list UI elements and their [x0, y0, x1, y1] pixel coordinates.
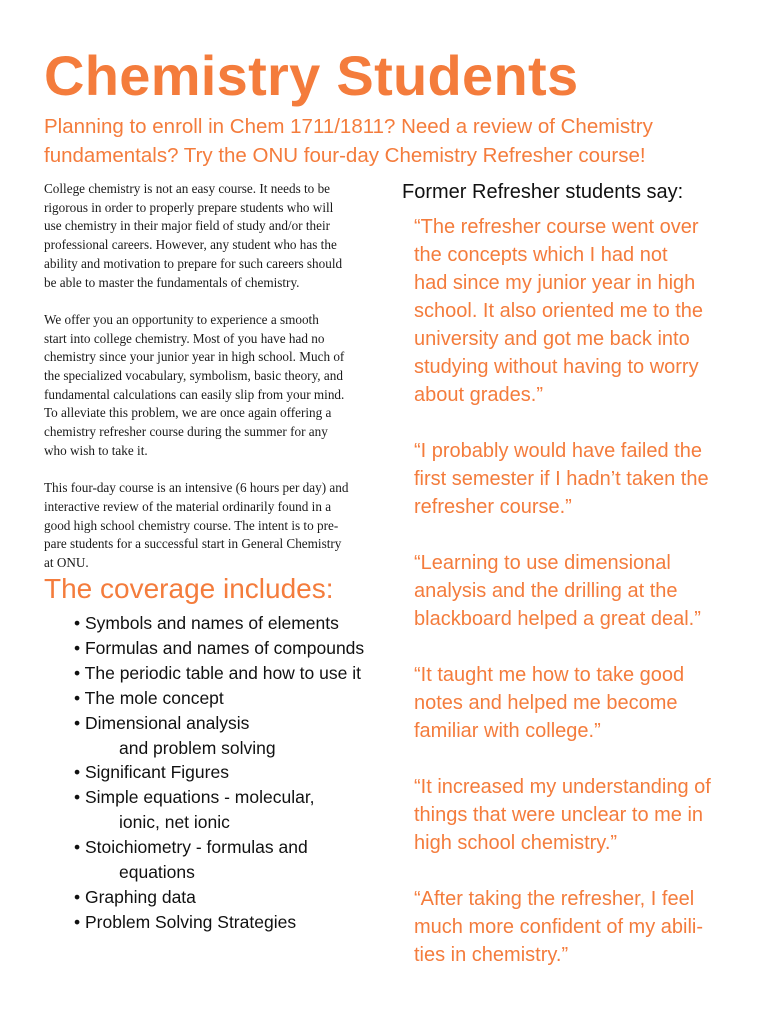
coverage-item-line: • The mole concept: [74, 687, 224, 708]
subtitle-line: fundamentals? Try the ONU four-day Chemistry Refresher course!: [44, 144, 646, 167]
testimonial-quote: [414, 437, 734, 521]
intro-line: ability and motivation to prepare for such careers should: [44, 255, 343, 271]
quote-line: “The refresher course went over: [414, 216, 699, 238]
coverage-item: [74, 835, 394, 885]
coverage-item: [74, 910, 394, 935]
intro-line: the specialized vocabulary, symbolism, basic theory, and: [44, 368, 343, 384]
intro-line: start into college chemistry. Most of you have had no: [44, 330, 325, 346]
quote-line: about grades.”: [414, 384, 543, 406]
quote-line: “After taking the refresher, I feel: [414, 888, 695, 910]
intro-line: at ONU.: [44, 555, 89, 571]
coverage-item-line: • Symbols and names of elements: [74, 613, 339, 633]
testimonial-quote: [414, 661, 734, 745]
coverage-item-line: • The periodic table and how to use it: [74, 662, 361, 683]
coverage-item-line: • Graphing data: [74, 886, 196, 907]
coverage-item-line: and problem solving: [119, 737, 276, 758]
coverage-heading: The coverage includes:: [44, 573, 334, 604]
intro-line: interactive review of the material ordinarily found in a: [44, 498, 332, 514]
quote-line: things that were unclear to me in: [414, 804, 704, 826]
quote-line: ties in chemistry.”: [414, 944, 569, 966]
coverage-item-line: • Stoichiometry - formulas and: [74, 837, 308, 858]
coverage-item: [74, 785, 394, 835]
intro-line: fundamental calculations can easily slip from your mind.: [44, 386, 345, 402]
quote-line: analysis and the drilling at the: [414, 580, 678, 602]
quote-line: studying without having to worry: [414, 356, 699, 378]
quote-line: “It taught me how to take good: [414, 664, 685, 686]
intro-line: This four-day course is an intensive (6 hours per day) and: [44, 480, 349, 496]
page-title: Chemistry Students: [44, 44, 579, 107]
quote-line: much more confident of my abili-: [414, 916, 704, 938]
intro-line: rigorous in order to properly prepare students who will: [44, 199, 334, 215]
quote-line: high school chemistry.”: [414, 832, 618, 854]
coverage-item-line: • Significant Figures: [74, 762, 229, 783]
quote-line: “Learning to use dimensional: [414, 552, 671, 574]
coverage-item-line: equations: [119, 862, 195, 883]
quote-line: first semester if I hadn’t taken the: [414, 468, 709, 490]
coverage-item: [74, 686, 394, 711]
coverage-item-line: ionic, net ionic: [119, 812, 230, 833]
subtitle: [44, 112, 734, 170]
intro-line: To alleviate this problem, we are once again offering a: [44, 405, 332, 421]
coverage-item-line: • Dimensional analysis: [74, 712, 250, 733]
coverage-item: [74, 760, 394, 785]
subtitle-line: Planning to enroll in Chem 1711/1811? Need a review of Chemistry: [44, 115, 653, 138]
intro-paragraph: [44, 311, 386, 461]
quote-line: notes and helped me become: [414, 692, 678, 714]
quote-line: the concepts which I had not: [414, 244, 668, 266]
coverage-item: [74, 885, 394, 910]
intro-line: who wish to take it.: [44, 442, 148, 458]
coverage-item: [74, 611, 394, 636]
quote-line: “I probably would have failed the: [414, 440, 702, 462]
testimonial-quote: [414, 213, 734, 409]
quote-line: “It increased my understanding of: [414, 776, 711, 798]
quote-line: refresher course.”: [414, 496, 572, 518]
intro-paragraph: [44, 479, 386, 573]
intro-text: [44, 180, 386, 591]
intro-line: chemistry since your junior year in high school. Much of: [44, 349, 345, 365]
intro-line: pare students for a successful start in General Chemistry: [44, 536, 342, 552]
coverage-item-line: • Problem Solving Strategies: [74, 911, 297, 932]
quote-line: blackboard helped a great deal.”: [414, 608, 701, 630]
intro-line: chemistry refresher course during the summer for any: [44, 424, 328, 440]
coverage-item: [74, 636, 394, 661]
coverage-list: [74, 611, 394, 935]
quote-line: had since my junior year in high: [414, 272, 696, 294]
intro-line: use chemistry in their major field of study and/or their: [44, 218, 331, 234]
testimonial-quote: [414, 885, 734, 969]
testimonial-quotes: [414, 213, 734, 997]
quote-line: university and got me back into: [414, 328, 690, 350]
testimonial-quote: [414, 773, 734, 857]
intro-line: We offer you an opportunity to experience a smooth: [44, 311, 319, 327]
testimonial-quote: [414, 549, 734, 633]
intro-paragraph: [44, 180, 386, 292]
intro-line: be able to master the fundamentals of chemistry.: [44, 274, 300, 290]
quote-line: familiar with college.”: [414, 720, 601, 742]
quote-line: school. It also oriented me to the: [414, 300, 704, 322]
coverage-item-line: • Simple equations - molecular,: [74, 787, 315, 808]
intro-line: College chemistry is not an easy course. It needs to be: [44, 181, 331, 196]
testimonials-heading: Former Refresher students say:: [402, 181, 684, 203]
coverage-item-line: • Formulas and names of compounds: [74, 637, 365, 658]
coverage-item: [74, 661, 394, 686]
coverage-item: [74, 711, 394, 761]
intro-line: good high school chemistry course. The intent is to pre-: [44, 517, 339, 533]
intro-line: professional careers. However, any student who has the: [44, 237, 337, 253]
